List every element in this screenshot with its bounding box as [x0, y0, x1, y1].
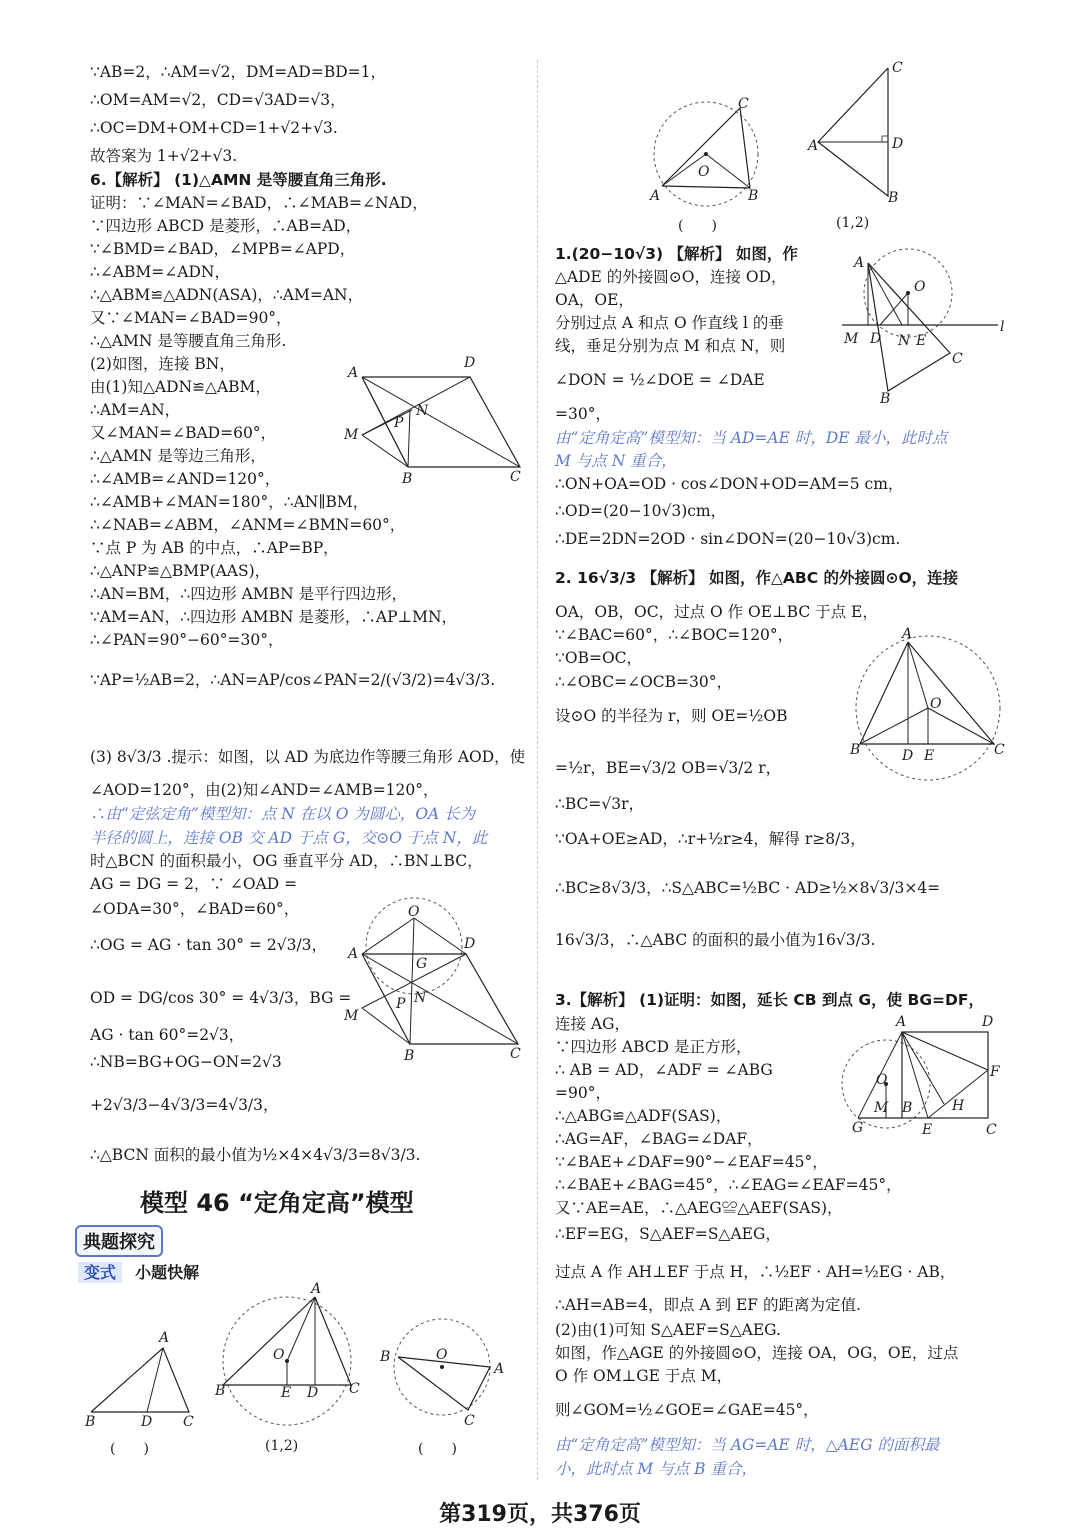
right-text-line: ∵OA+OE≥AD，∴r+½r≥4，解得 r≥8/3， [555, 830, 866, 848]
svg-text:C: C [464, 1413, 475, 1429]
right-text-line: ∴OD=(20−10√3)cm， [555, 502, 727, 520]
right-text-line: ∴△ABG≌△ADF(SAS)， [555, 1107, 732, 1125]
svg-text:C: C [510, 1046, 521, 1062]
left-text-line: ∵四边形 ABCD 是菱形，∴AB=AD， [90, 217, 362, 235]
caption-figure-b: (1,2) [265, 1438, 299, 1454]
left-text-line: ∴△AMN 是等边三角形， [90, 447, 266, 465]
right-triangle-figure-top [808, 60, 918, 210]
svg-text:O: O [273, 1347, 285, 1363]
left-text-line: ∴△ANP≌△BMP(AAS)， [90, 562, 271, 580]
svg-text:B: B [402, 471, 413, 487]
left-text-line: 又∵∠MAN=∠BAD=90°， [90, 309, 292, 327]
left-text-line: ∵AM=AN，∴四边形 AMBN 是菱形，∴AP⊥MN， [90, 608, 458, 626]
right-text-line: OA，OB，OC，过点 O 作 OE⊥BC 于点 E， [555, 603, 878, 621]
left-text-line: ∴∠PAN=90°−60°=30°， [90, 631, 284, 649]
right-text-line: ∴AG=AF，∠BAG=∠DAF， [555, 1130, 763, 1148]
model-title: 模型 46 “定角定高”模型 [140, 1189, 414, 1217]
left-text-line: +2√3/3−4√3/3=4√3/3， [90, 1096, 279, 1114]
right-text-line: ∴EF=EG，S△AEF=S△AEG， [555, 1225, 781, 1243]
svg-text:A: A [650, 188, 661, 204]
svg-text:P: P [396, 996, 406, 1012]
right-text-line: 1.(20−10√3) 【解析】 如图，作 [555, 245, 798, 263]
svg-text:D: D [464, 355, 476, 371]
left-text-line: ∵AP=½AB=2，∴AN=AP/cos∠PAN=2/(√3/2)=4√3/3. [90, 671, 496, 689]
left-text-line: 6.【解析】 (1)△AMN 是等腰直角三角形. [90, 171, 387, 189]
caption-right-a: ( ) [678, 218, 717, 234]
right-text-line: ∴AH=AB=4，即点 A 到 EF 的距离为定值. [555, 1296, 861, 1314]
right-text-line: ∵OB=OC， [555, 649, 643, 667]
svg-text:A: A [902, 626, 913, 642]
svg-text:E: E [281, 1385, 292, 1401]
svg-text:D: D [307, 1385, 319, 1401]
svg-text:A: A [854, 255, 865, 271]
right-text-line: ∵∠BAC=60°，∴∠BOC=120°， [555, 626, 794, 644]
svg-text:A: A [896, 1014, 907, 1030]
svg-text:B: B [850, 742, 861, 758]
right-text-line: △ADE 的外接圆⊙O，连接 OD， [555, 268, 787, 286]
right-text-line: 2. 16√3/3 【解析】 如图，作△ABC 的外接圆⊙O，连接 [555, 569, 959, 587]
left-text-line: ∴OG = AG · tan 30° = 2√3/3， [90, 936, 328, 954]
left-text-line: 故答案为 1+√2+√3. [90, 147, 238, 165]
svg-text:A: A [808, 138, 819, 154]
svg-text:D: D [464, 936, 476, 952]
svg-text:B: B [902, 1100, 913, 1116]
right-text-line: M 与点 N 重合， [555, 452, 677, 470]
circle-triangle-figure-top [640, 90, 770, 210]
right-text-line: 设⊙O 的半径为 r，则 OE=½OB [555, 707, 788, 725]
left-text-line: 由(1)知△ADN≌△ABM， [90, 378, 271, 396]
svg-text:F: F [990, 1064, 1000, 1080]
left-text-line: 证明：∵∠MAN=∠BAD，∴∠MAB=∠NAD， [90, 194, 428, 212]
svg-text:E: E [924, 748, 935, 764]
svg-text:C: C [986, 1122, 997, 1138]
triangle-figure-a [85, 1330, 205, 1430]
left-text-line: ∴∠NAB=∠ABM，∠ANM=∠BMN=60°， [90, 516, 406, 534]
right-text-line: 分别过点 A 和点 O 作直线 l 的垂 [555, 314, 784, 332]
svg-text:O: O [876, 1072, 888, 1088]
svg-text:C: C [183, 1414, 194, 1430]
right-text-line: 3.【解析】 (1)证明：如图，延长 CB 到点 G，使 BG=DF， [555, 991, 984, 1009]
left-text-line: ∴△BCN 面积的最小值为½×4×4√3/3=8√3/3. [90, 1146, 421, 1164]
svg-text:O: O [436, 1347, 448, 1363]
right-text-line: 16√3/3，∴△ABC 的面积的最小值为16√3/3. [555, 931, 876, 949]
square-circle-figure-3 [840, 1012, 1010, 1142]
svg-text:E: E [916, 333, 927, 349]
left-text-line: ∵AB=2，∴AM=√2，DM=AD=BD=1， [90, 63, 387, 81]
svg-text:C: C [738, 96, 749, 112]
rhombus-circle-figure-3 [342, 904, 532, 1068]
svg-text:O: O [698, 164, 710, 180]
left-text-line: AG · tan 60°=2√3， [90, 1026, 245, 1044]
svg-text:G: G [852, 1120, 864, 1136]
svg-text:N: N [414, 990, 427, 1006]
left-text-line: (2)如图，连接 BN， [90, 355, 235, 373]
svg-text:D: D [892, 136, 904, 152]
page-footer: 第319页，共376页 [439, 1502, 641, 1527]
svg-text:M: M [344, 1008, 359, 1024]
left-text-line: ∴由“定弦定角”模型知：点 N 在以 O 为圆心，OA 长为 [90, 805, 476, 823]
circle-chord-figure-c [380, 1315, 520, 1429]
caption-figure-c: ( ) [418, 1441, 457, 1457]
svg-text:B: B [85, 1414, 96, 1430]
left-text-line: AG = DG = 2，∵ ∠OAD = [90, 875, 298, 893]
circle-triangle-figure-2 [848, 628, 1008, 778]
svg-text:A: A [348, 365, 359, 381]
left-text-line: ∴OM=AM=√2，CD=√3AD=√3， [90, 91, 346, 109]
right-text-line: ∴ON+OA=OD · cos∠DON+OD=AM=5 cm， [555, 475, 904, 493]
svg-text:A: A [311, 1281, 322, 1297]
right-text-line: =30°， [555, 405, 611, 423]
svg-text:O: O [930, 696, 942, 712]
right-text-line: 则∠GOM=½∠GOE=∠GAE=45°， [555, 1401, 819, 1419]
variant-text: 小题快解 [135, 1263, 200, 1282]
svg-text:C: C [892, 60, 903, 76]
right-text-line: ∴∠BAE+∠BAG=45°，∴∠EAG=∠EAF=45°， [555, 1176, 902, 1194]
svg-text:A: A [159, 1330, 170, 1346]
left-text-line: ∵∠BMD=∠BAD，∠MPB=∠APD， [90, 240, 356, 258]
left-text-line: ∴AM=AN， [90, 401, 181, 419]
right-text-line: ∴DE=2DN=2OD · sin∠DON=(20−10√3)cm. [555, 530, 901, 548]
svg-text:D: D [870, 331, 882, 347]
svg-text:l: l [1000, 319, 1005, 335]
right-text-line: 线，垂足分别为点 M 和点 N，则 [555, 337, 786, 355]
left-text-line: 时△BCN 的面积最小，OG 垂直平分 AD，∴BN⊥BC， [90, 852, 483, 870]
variant-badge: 变式 [78, 1262, 122, 1283]
left-text-line: 半径的圆上，连接 OB 交 AD 于点 G，交⊙O 于点 N，此 [90, 829, 488, 847]
left-text-line: ∴△AMN 是等腰直角三角形. [90, 332, 287, 350]
right-text-line: ∴∠OBC=∠OCB=30°， [555, 673, 732, 691]
left-text-line: ∴∠AMB+∠MAN=180°，∴AN∥BM， [90, 493, 369, 511]
svg-text:M: M [844, 331, 859, 347]
right-text-line: 由“定角定高”模型知：当 AG=AE 时，△AEG 的面积最 [555, 1436, 940, 1454]
left-text-line: ∴△ABM≌△ADN(ASA)，∴AM=AN， [90, 286, 364, 304]
left-text-line: ∴∠AMB=∠AND=120°， [90, 470, 281, 488]
section-tag-explore: 典题探究 [75, 1225, 163, 1257]
right-text-line: 小，此时点 M 与点 B 重合， [555, 1460, 757, 1478]
left-text-line: ∠AOD=120°，由(2)知∠AND=∠AMB=120°， [90, 781, 439, 799]
left-text-line: ∵点 P 为 AB 的中点，∴AP=BP， [90, 539, 339, 557]
svg-text:O: O [914, 279, 926, 295]
svg-text:A: A [348, 946, 359, 962]
svg-text:N: N [416, 403, 429, 419]
right-text-line: O 作 OM⊥GE 于点 M， [555, 1367, 733, 1385]
svg-text:E: E [922, 1122, 933, 1138]
svg-text:C: C [994, 742, 1005, 758]
svg-text:M: M [874, 1100, 889, 1116]
svg-text:D: D [982, 1014, 994, 1030]
right-text-line: ∴BC≥8√3/3，∴S△ABC=½BC · AD≥½×8√3/3×4= [555, 879, 941, 897]
variant-tag-left [78, 1260, 199, 1283]
left-text-line: ∴OC=DM+OM+CD=1+√2+√3. [90, 119, 338, 137]
circle-line-figure-1 [840, 245, 1010, 405]
left-text-line: ∠ODA=30°，∠BAD=60°， [90, 900, 300, 918]
svg-text:B: B [380, 1349, 391, 1365]
right-text-line: 如图，作△AGE 的外接圆⊙O，连接 OA，OG，OE，过点 [555, 1344, 959, 1362]
left-text-line: 又∠MAN=∠BAD=60°， [90, 424, 277, 442]
circle-triangle-figure-b [215, 1281, 365, 1435]
caption-right-b: (1,2) [836, 215, 870, 231]
svg-text:B: B [404, 1048, 415, 1064]
left-text-line: ∴AN=BM，∴四边形 AMBN 是平行四边形， [90, 585, 408, 603]
svg-text:C: C [349, 1381, 360, 1397]
left-text-line: OD = DG/cos 30° = 4√3/3，BG = [90, 989, 352, 1007]
svg-text:B: B [880, 391, 891, 407]
right-text-line: ∴BC=√3r， [555, 795, 645, 813]
right-text-line: 连接 AG， [555, 1015, 631, 1033]
right-text-line: 又∵AE=AE，∴△AEG≌△AEF(SAS)， [555, 1199, 843, 1217]
svg-text:B: B [748, 188, 759, 204]
svg-text:H: H [952, 1098, 965, 1114]
rhombus-figure-2 [340, 355, 530, 485]
svg-text:A: A [494, 1361, 505, 1377]
column-divider [537, 60, 538, 1480]
right-text-line: ∠DON = ½∠DOE = ∠DAE [555, 371, 765, 389]
svg-text:G: G [416, 956, 428, 972]
svg-text:B: B [888, 190, 899, 206]
svg-text:B: B [215, 1383, 226, 1399]
svg-text:O: O [408, 904, 420, 920]
right-text-line: ∵四边形 ABCD 是正方形， [555, 1038, 752, 1056]
right-text-line: (2)由(1)可知 S△AEF=S△AEG. [555, 1321, 781, 1339]
right-text-line: =90°， [555, 1084, 611, 1102]
svg-text:C: C [952, 351, 963, 367]
svg-text:P: P [394, 415, 404, 431]
svg-text:D: D [141, 1414, 153, 1430]
left-text-line: ∴∠ABM=∠ADN， [90, 263, 230, 281]
svg-text:C: C [510, 469, 521, 485]
svg-text:N: N [898, 333, 911, 349]
right-text-line: 由“定角定高”模型知：当 AD=AE 时，DE 最小，此时点 [555, 429, 948, 447]
right-text-line: ∴ AB = AD，∠ADF = ∠ABG [555, 1061, 773, 1079]
left-text-line: (3) 8√3/3 .提示：如图，以 AD 为底边作等腰三角形 AOD，使 [90, 748, 526, 766]
svg-text:M: M [344, 427, 359, 443]
left-text-line: ∴NB=BG+OG−ON=2√3 [90, 1053, 282, 1071]
right-text-line: =½r，BE=√3/2 OB=√3/2 r， [555, 759, 782, 777]
caption-figure-a: ( ) [110, 1441, 149, 1457]
svg-text:D: D [902, 748, 914, 764]
right-text-line: 过点 A 作 AH⊥EF 于点 H，∴½EF · AH=½EG · AB， [555, 1263, 956, 1281]
right-text-line: OA，OE， [555, 291, 634, 309]
right-text-line: ∵∠BAE+∠DAF=90°−∠EAF=45°， [555, 1153, 828, 1171]
